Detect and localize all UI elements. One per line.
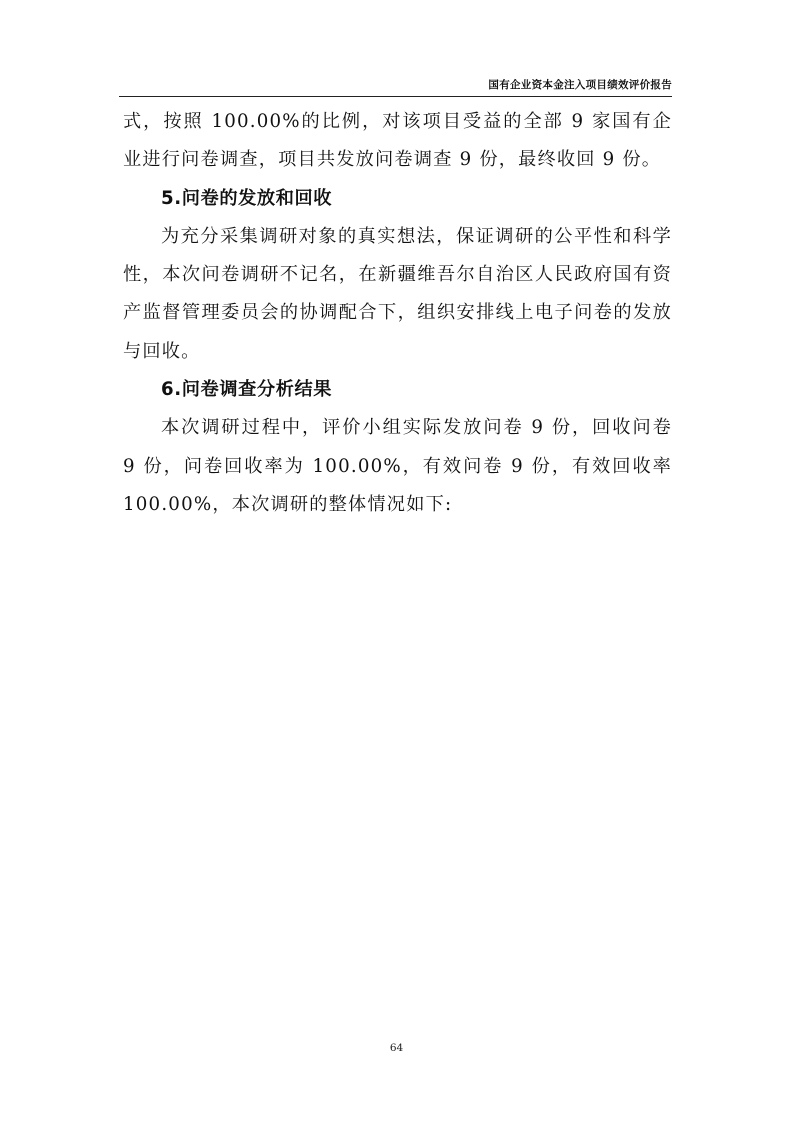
paragraph-results: 本次调研过程中，评价小组实际发放问卷 9 份，回收问卷 9 份，问卷回收率为 100.00%，有效问卷 9 份，有效回收率 100.00%，本次调研的整体情况如下: [123, 417, 672, 515]
section-heading-6: 6.问卷调查分析结果 [161, 379, 333, 401]
page-number: 64 [389, 1042, 404, 1054]
page-header [119, 74, 672, 97]
paragraph-distribution: 为充分采集调研对象的真实想法，保证调研的公平性和科学性，本次问卷调研不记名，在新疆维吾尔自治区人民政府国有资产监督管理委员会的协调配合下，组织安排线上电子问卷的发放与回收。 [123, 225, 672, 362]
document-body [123, 103, 672, 524]
section-heading-5: 5.问卷的发放和回收 [161, 187, 333, 209]
paragraph-continuation: 式，按照 100.00%的比例，对该项目受益的全部 9 家国有企业进行问卷调查，项目共发放问卷调查 9 份，最终收回 9 份。 [123, 111, 672, 171]
header-title: 国有企业资本金注入项目绩效评价报告 [488, 79, 672, 91]
